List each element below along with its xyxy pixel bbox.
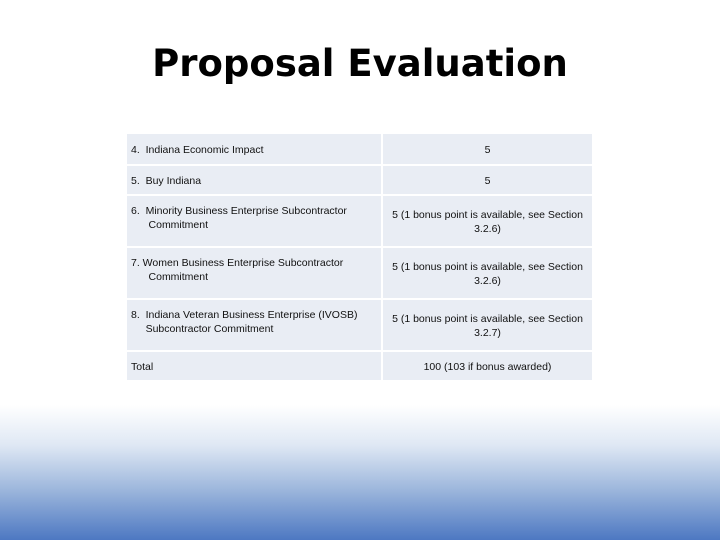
criterion-cell — [126, 247, 382, 299]
criterion-label: 4. Indiana Economic Impact — [131, 144, 264, 156]
table-row — [126, 133, 593, 165]
criterion-label: 7. Women Business Enterprise Subcontractor Commitment — [131, 257, 344, 283]
criterion-cell — [126, 299, 382, 351]
points-cell: 5 (1 bonus point is available, see Section 3.2.6) — [382, 195, 593, 247]
criterion-label: 5. Buy Indiana — [131, 175, 202, 187]
table-row — [126, 247, 593, 299]
criterion-label: 8. Indiana Veteran Business Enterprise (IVOSB) Subcontractor Commitment — [131, 309, 358, 335]
table-row — [126, 299, 593, 351]
evaluation-table — [125, 132, 594, 382]
criterion-cell — [126, 351, 382, 381]
criterion-label: 6. Minority Business Enterprise Subcontractor Commitment — [131, 205, 347, 231]
criterion-cell — [126, 195, 382, 247]
criterion-cell — [126, 133, 382, 165]
slide-title: Proposal Evaluation — [152, 42, 568, 85]
table-row — [126, 351, 593, 381]
criterion-cell — [126, 165, 382, 195]
table-row — [126, 165, 593, 195]
points-cell: 5 (1 bonus point is available, see Section 3.2.7) — [382, 299, 593, 351]
table-row — [126, 195, 593, 247]
points-cell: 100 (103 if bonus awarded) — [382, 351, 593, 381]
points-cell: 5 — [382, 133, 593, 165]
points-cell: 5 — [382, 165, 593, 195]
points-cell: 5 (1 bonus point is available, see Section 3.2.6) — [382, 247, 593, 299]
criterion-label: Total — [131, 361, 154, 373]
